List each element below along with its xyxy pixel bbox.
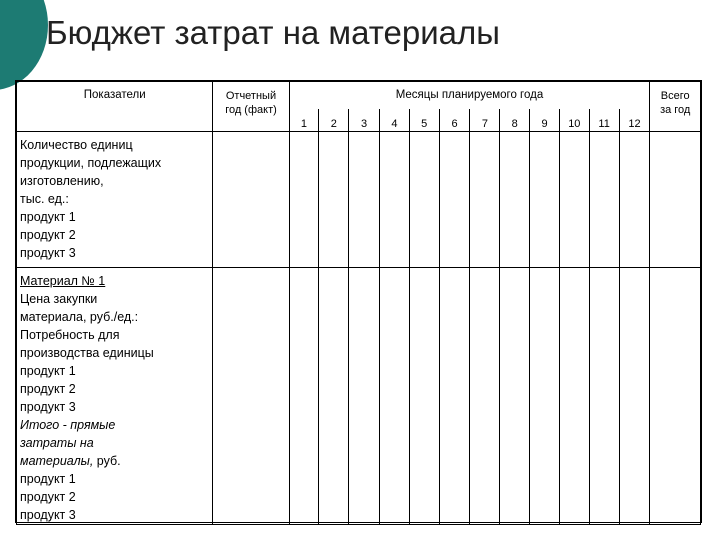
table-row-quantity bbox=[17, 132, 701, 268]
table-cell bbox=[380, 268, 410, 525]
row-text: затраты на bbox=[20, 436, 94, 450]
table-cell bbox=[619, 132, 650, 268]
row-text: Итого - прямые bbox=[20, 418, 116, 432]
table-cell bbox=[470, 132, 500, 268]
table-cell bbox=[559, 132, 589, 268]
table-cell bbox=[500, 268, 530, 525]
table-cell bbox=[289, 268, 319, 525]
header-indicators bbox=[17, 82, 213, 132]
table-cell bbox=[380, 132, 410, 268]
header-months-title bbox=[289, 82, 650, 109]
header-indicators-label: Показатели bbox=[83, 89, 146, 101]
budget-table bbox=[15, 80, 702, 523]
table-cell bbox=[589, 268, 619, 525]
row-text: продукт 3 bbox=[20, 246, 76, 260]
row-text: продукт 1 bbox=[20, 364, 76, 378]
row-text: изготовлению, bbox=[20, 174, 104, 188]
header-reporting-year bbox=[213, 82, 289, 132]
table-cell bbox=[650, 132, 701, 268]
row-label-material bbox=[17, 268, 213, 525]
row-text: продукции, подлежащих bbox=[20, 156, 162, 170]
table-row-material bbox=[17, 268, 701, 525]
table-cell bbox=[619, 268, 650, 525]
row-text: продукт 3 bbox=[20, 508, 76, 522]
table-cell bbox=[589, 132, 619, 268]
month-1: 1 bbox=[289, 109, 319, 132]
header-months-title-label: Месяцы планируемого года bbox=[395, 89, 544, 101]
row-text: продукт 2 bbox=[20, 228, 76, 242]
month-7: 7 bbox=[470, 109, 500, 132]
row-text: Цена закупки bbox=[20, 292, 98, 306]
month-10: 10 bbox=[559, 109, 589, 132]
month-11: 11 bbox=[589, 109, 619, 132]
row-text: Потребность для bbox=[20, 328, 120, 342]
row-text: продукт 3 bbox=[20, 400, 76, 414]
month-8: 8 bbox=[500, 109, 530, 132]
table-cell bbox=[409, 268, 439, 525]
header-reporting-year-line2: год (факт) bbox=[225, 104, 277, 116]
month-12: 12 bbox=[619, 109, 650, 132]
row-text: тыс. ед.: bbox=[20, 192, 69, 206]
table-cell bbox=[319, 132, 349, 268]
header-total-line1: Всего bbox=[660, 90, 690, 102]
table-cell bbox=[650, 268, 701, 525]
month-2: 2 bbox=[319, 109, 349, 132]
row-text: продукт 1 bbox=[20, 472, 76, 486]
row-text: продукт 1 bbox=[20, 210, 76, 224]
header-reporting-year-line1: Отчетный bbox=[225, 90, 277, 102]
decorative-circle bbox=[0, 0, 48, 90]
row-text: продукт 2 bbox=[20, 490, 76, 504]
table-cell bbox=[213, 268, 289, 525]
month-4: 4 bbox=[380, 109, 410, 132]
header-total-line2: за год bbox=[660, 104, 691, 116]
row-text: руб. bbox=[93, 454, 121, 468]
table-cell bbox=[530, 268, 560, 525]
month-5: 5 bbox=[409, 109, 439, 132]
row-text: Количество единиц bbox=[20, 138, 133, 152]
table-cell bbox=[470, 268, 500, 525]
header-total bbox=[650, 82, 701, 132]
table-cell bbox=[500, 132, 530, 268]
page-title: Бюджет затрат на материалы bbox=[46, 14, 500, 51]
row-label-quantity bbox=[17, 132, 213, 268]
table-cell bbox=[289, 132, 319, 268]
table-cell bbox=[349, 268, 380, 525]
table-cell bbox=[559, 268, 589, 525]
table-cell bbox=[530, 132, 560, 268]
row-text: материалы, bbox=[20, 454, 94, 468]
month-6: 6 bbox=[439, 109, 470, 132]
month-9: 9 bbox=[530, 109, 560, 132]
row-text: материала, руб./ед.: bbox=[20, 310, 139, 324]
month-3: 3 bbox=[349, 109, 380, 132]
row-text: производства единицы bbox=[20, 346, 154, 360]
table-cell bbox=[319, 268, 349, 525]
table-cell bbox=[439, 132, 470, 268]
row-text: продукт 2 bbox=[20, 382, 76, 396]
table-cell bbox=[349, 132, 380, 268]
row-text: Материал № 1 bbox=[20, 274, 106, 288]
table-cell bbox=[409, 132, 439, 268]
table-cell bbox=[439, 268, 470, 525]
table-cell bbox=[213, 132, 289, 268]
